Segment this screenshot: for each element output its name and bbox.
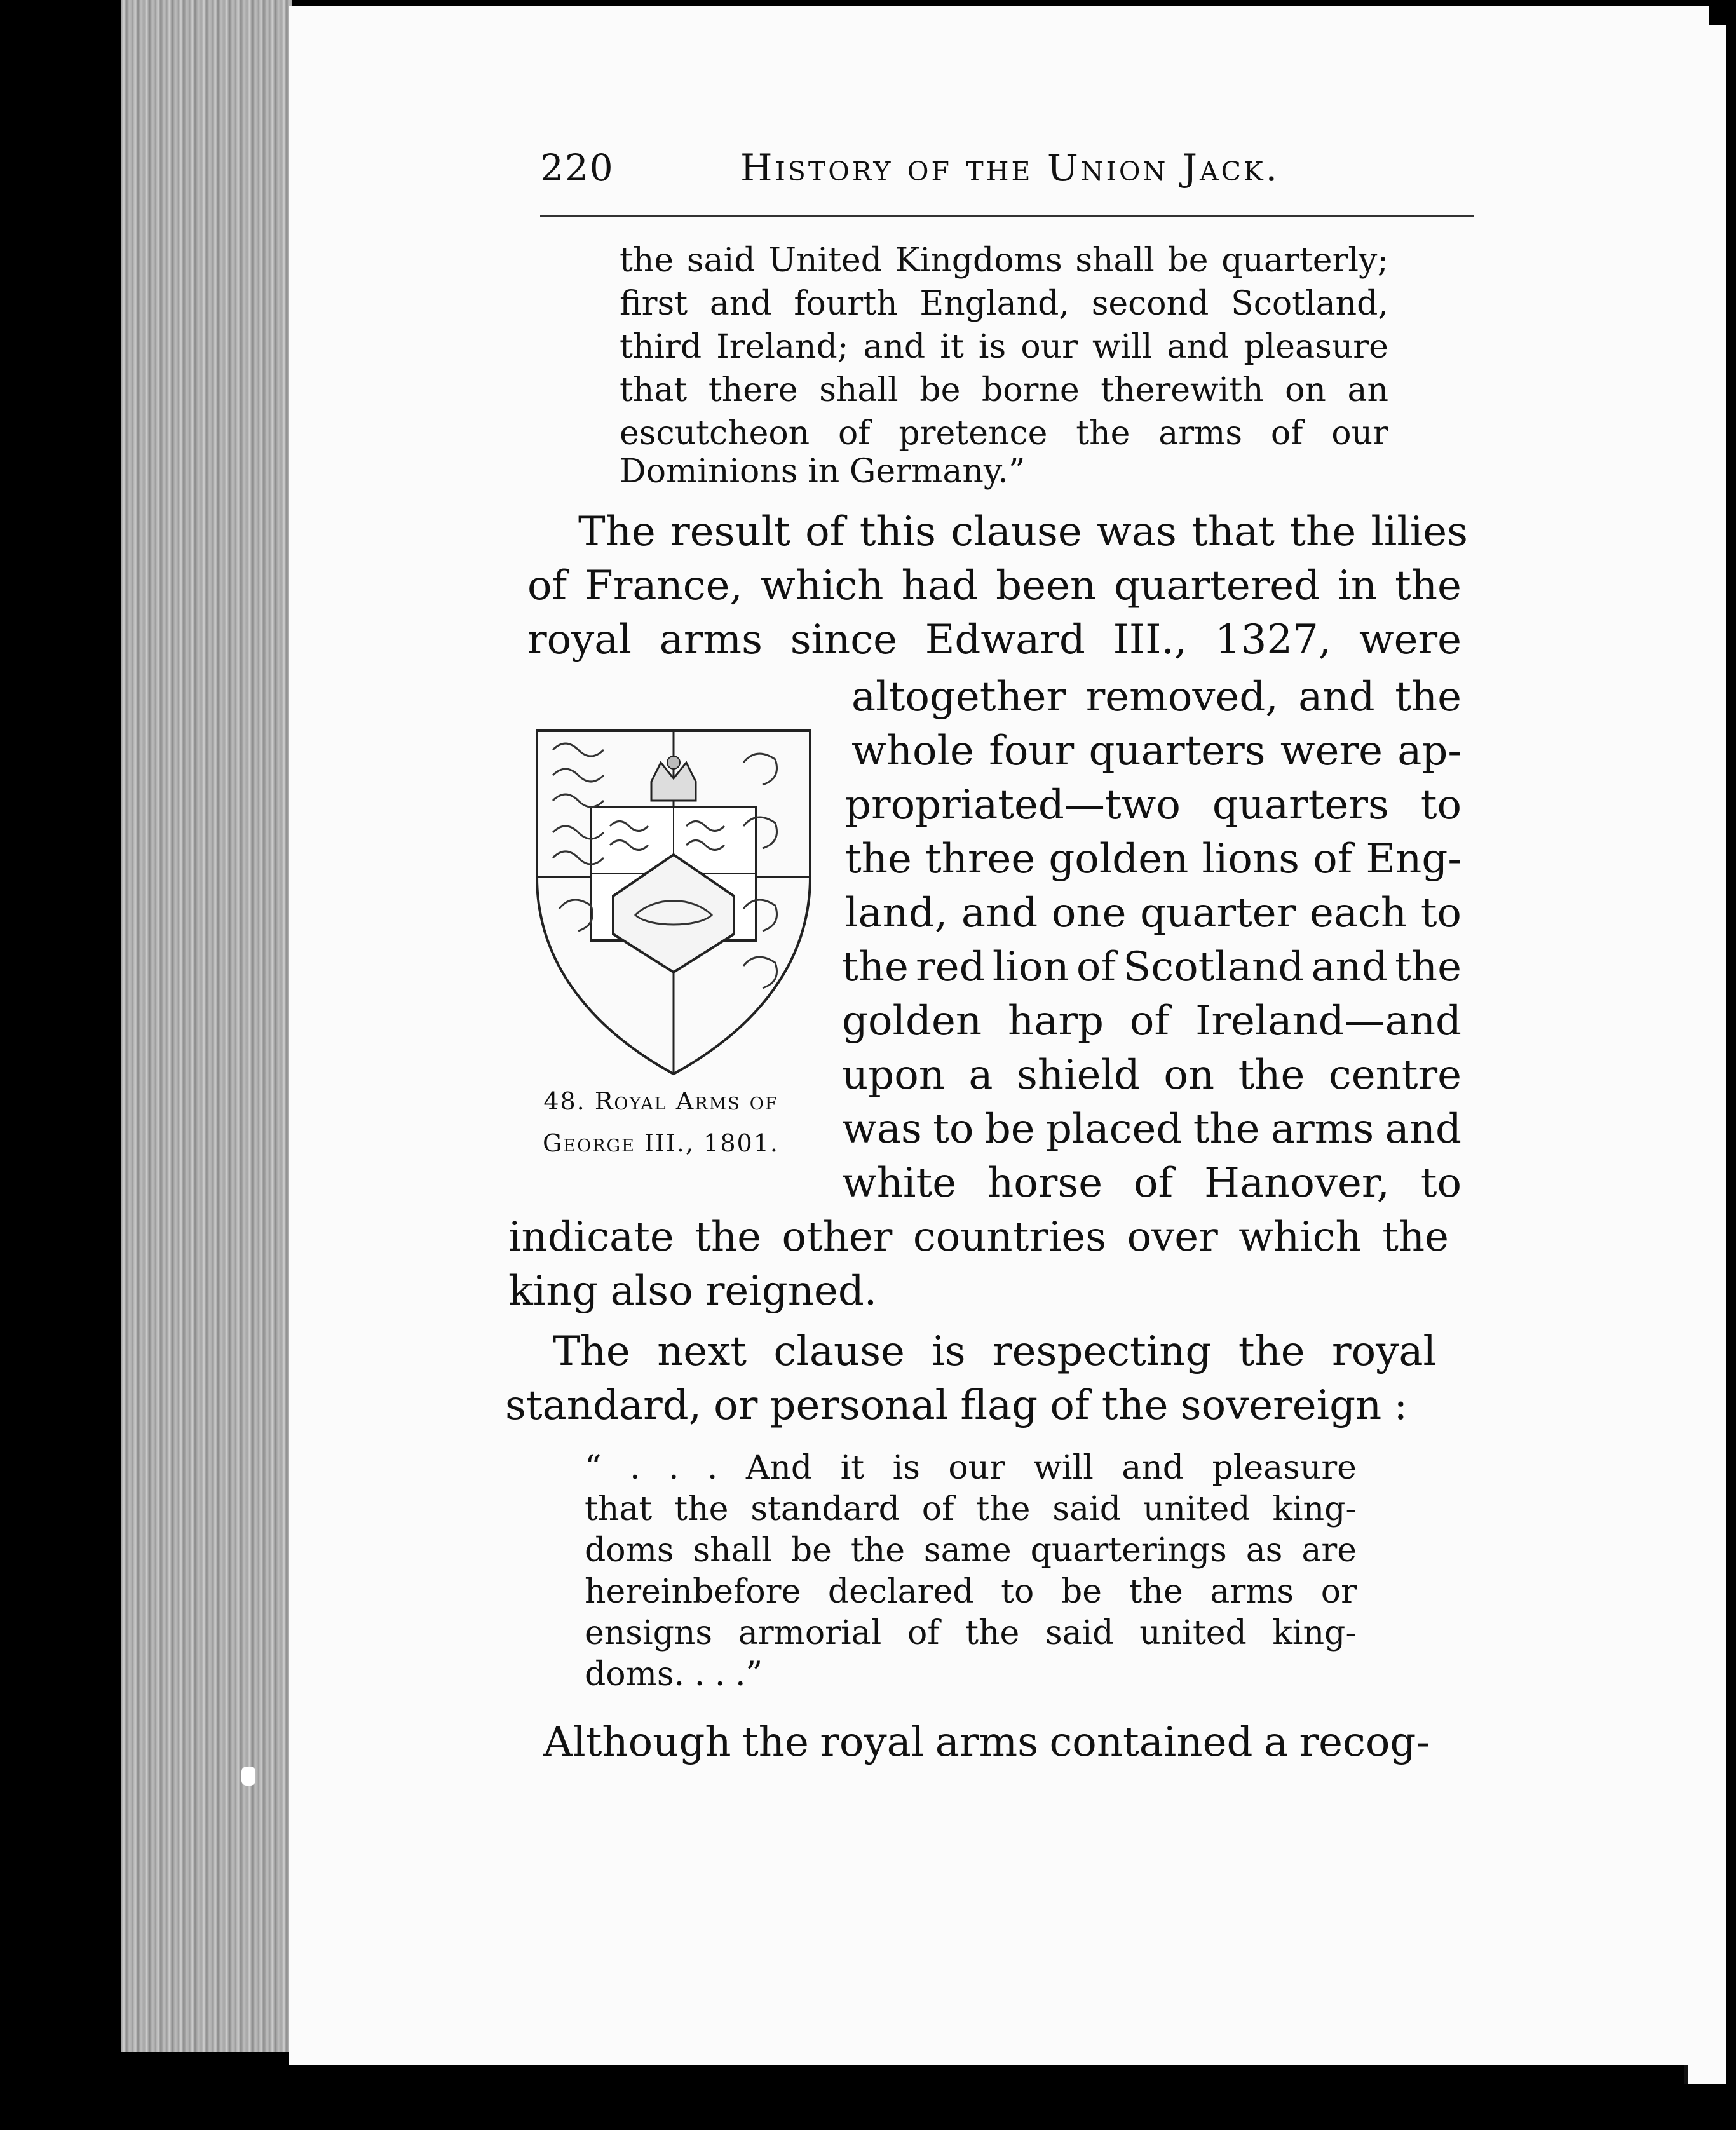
body-line: royal arms since Edward III., 1327, were bbox=[527, 616, 1461, 663]
quote-line: ensigns armorial of the said united king- bbox=[585, 1614, 1357, 1652]
body-line: white horse of Hanover, to bbox=[842, 1160, 1461, 1207]
quote-line: that there shall be borne therewith on an bbox=[620, 371, 1388, 409]
figure-caption bbox=[508, 1080, 813, 1164]
body-line: The result of this clause was that the lilies bbox=[578, 508, 1468, 555]
quote-line: hereinbefore declared to be the arms or bbox=[585, 1573, 1357, 1611]
quote-line: first and fourth England, second Scotland, bbox=[620, 285, 1388, 323]
running-title: History of the Union Jack. bbox=[740, 146, 1280, 189]
quote-line: escutcheon of pretence the arms of our bbox=[620, 414, 1388, 452]
body-line: upon a shield on the centre bbox=[842, 1052, 1461, 1099]
quote-line: doms shall be the same quarterings as are bbox=[585, 1531, 1357, 1570]
quote-line: “ . . . And it is our will and pleasure bbox=[585, 1449, 1357, 1487]
caption-line: 48. Royal Arms of bbox=[543, 1087, 778, 1115]
running-head bbox=[540, 146, 1474, 210]
book-page-edges bbox=[121, 0, 292, 2052]
body-line: Although the royal arms contained a recog- bbox=[543, 1719, 1430, 1766]
body-line: golden harp of Ireland—and bbox=[842, 998, 1461, 1045]
body-line: king also reigned. bbox=[508, 1268, 878, 1315]
quote-line: the said United Kingdoms shall be quarterly; bbox=[620, 241, 1388, 280]
body-line: land, and one quarter each to bbox=[845, 890, 1461, 937]
header-rule bbox=[540, 215, 1474, 217]
caption-line: George III., 1801. bbox=[543, 1129, 779, 1157]
body-line: indicate the other countries over which the bbox=[508, 1214, 1449, 1261]
body-line: was to be placed the arms and bbox=[842, 1106, 1461, 1153]
page-number: 220 bbox=[540, 146, 614, 189]
body-line: the three golden lions of Eng- bbox=[845, 836, 1461, 883]
body-line: altogether removed, and the bbox=[851, 674, 1461, 721]
body-line: of France, which had been quartered in the bbox=[527, 562, 1461, 609]
body-line: whole four quarters were ap- bbox=[851, 728, 1461, 775]
body-line: propriated—two quarters to bbox=[845, 782, 1461, 829]
body-line: The next clause is respecting the royal bbox=[553, 1328, 1436, 1375]
royal-arms-shield-illustration bbox=[534, 724, 813, 1080]
quote-line: that the standard of the said united king- bbox=[585, 1490, 1357, 1528]
paper-mark bbox=[241, 1767, 255, 1786]
body-line: standard, or personal flag of the sovereign : bbox=[505, 1382, 1407, 1429]
quote-line: third Ireland; and it is our will and pleasure bbox=[620, 328, 1388, 366]
body-line: the red lion of Scotland and the bbox=[842, 944, 1461, 991]
quote-line: Dominions in Germany.” bbox=[620, 452, 1026, 491]
quote-line: doms. . . .” bbox=[585, 1655, 763, 1693]
